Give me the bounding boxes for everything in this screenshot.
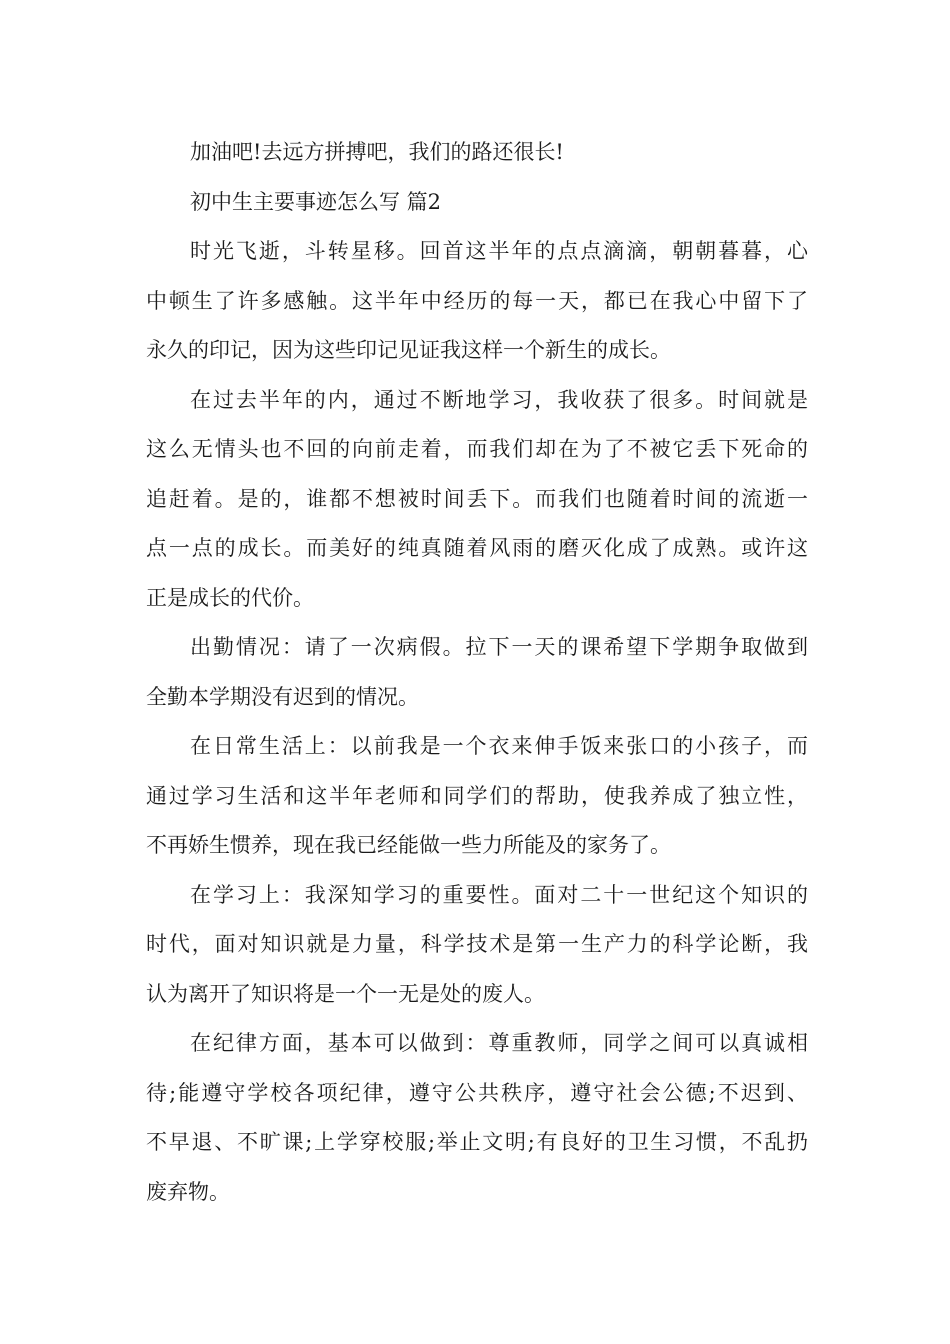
text-line: 正是成长的代价。 [146,585,314,610]
text-line: 不早退、不旷课;上学穿校服;举止文明;有良好的卫生习惯，不乱扔 [146,1130,808,1154]
text-line: 点一点的成长。而美好的纯真随着风雨的磨灭化成了成熟。或许这 [146,536,808,560]
text-line: 在日常生活上：以前我是一个衣来伸手饭来张口的小孩子，而 [190,734,808,758]
text-line: 全勤本学期没有迟到的情况。 [146,684,419,709]
text-line: 加油吧!去远方拼搏吧，我们的路还很长! [190,140,564,164]
text-line: 待;能遵守学校各项纪律，遵守公共秩序，遵守社会公德;不迟到、 [146,1080,808,1105]
text-line: 这么无情头也不回的向前走着，而我们却在为了不被它丢下死命的 [146,437,808,461]
text-line: 在学习上：我深知学习的重要性。面对二十一世纪这个知识的 [190,882,808,907]
text-line: 不再娇生惯养，现在我已经能做一些力所能及的家务了。 [146,833,671,857]
text-line: 在过去半年的内，通过不断地学习，我收获了很多。时间就是 [190,387,808,412]
text-line: 出勤情况：请了一次病假。拉下一天的课希望下学期争取做到 [190,635,808,659]
document-body [146,128,808,1217]
section-heading: 初中生主要事迹怎么写 篇2 [190,189,442,214]
text-line: 在纪律方面，基本可以做到：尊重教师，同学之间可以真诚相 [190,1031,808,1055]
text-line: 追赶着。是的，谁都不想被时间丢下。而我们也随着时间的流逝一 [146,486,808,511]
text-line: 认为离开了知识将是一个一无是处的废人。 [146,981,545,1006]
text-line: 中顿生了许多感触。这半年中经历的每一天，都已在我心中留下了 [146,288,808,313]
text-line: 废弃物。 [146,1179,230,1204]
text-line: 时代，面对知识就是力量，科学技术是第一生产力的科学论断，我 [146,932,808,956]
text-line: 时光飞逝，斗转星移。回首这半年的点点滴滴，朝朝暮暮，心 [190,239,808,263]
text-line: 永久的印记，因为这些印记见证我这样一个新生的成长。 [146,338,671,362]
text-line: 通过学习生活和这半年老师和同学们的帮助，使我养成了独立性， [146,783,808,808]
